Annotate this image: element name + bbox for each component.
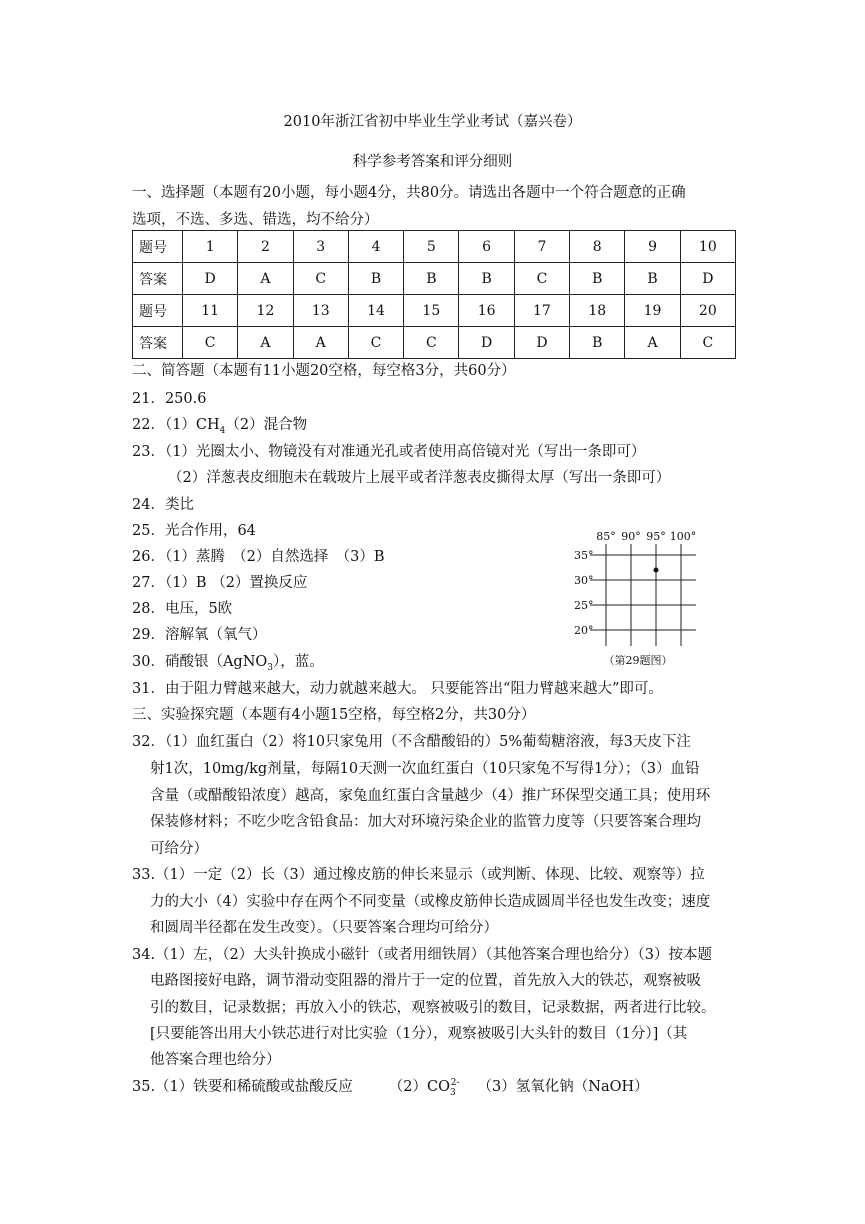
table-cell: 7: [514, 231, 569, 263]
table-row: [133, 327, 736, 359]
section-2-header: 二、简答题（本题有11小题20空格，每空格3分，共60分）: [132, 363, 516, 379]
answer-31: 31．由于阻力臂越来越大，动力就越来越大。 只要能答出“阻力臂越来越大”即可。: [132, 681, 663, 697]
y-tick-label: 20°: [574, 624, 594, 637]
table-cell: 8: [570, 231, 625, 263]
answer-34-line: 引的数目，记录数据；再放入小的铁芯，观察被吸引的数目，记录数据，两者进行比较。: [150, 1000, 716, 1016]
answer-35-part1: 35.（1）铁要和稀硫酸或盐酸反应: [132, 1079, 353, 1095]
answer-26: 26．（1）蒸腾 （2）自然选择 （3）B: [132, 549, 385, 565]
answer-32-line: 32．（1）血红蛋白（2）将10只家兔用（不含醋酸铅的）5%葡萄糖溶液，每3天皮下注: [132, 734, 691, 750]
section-3-header: 三、实验探究题（本题有4小题15空格，每空格2分，共30分）: [132, 707, 536, 723]
page-title: 2010年浙江省初中毕业生学业考试（嘉兴卷）: [283, 114, 582, 130]
table-cell: 16: [459, 295, 514, 327]
table-cell: 19: [625, 295, 680, 327]
table-cell: B: [625, 263, 680, 295]
table-cell: 4: [348, 231, 403, 263]
table-cell: 1: [183, 231, 238, 263]
table-cell: C: [404, 327, 459, 359]
location-point: [654, 568, 659, 573]
row-label: 题号: [133, 295, 183, 327]
page-subtitle: 科学参考答案和评分细则: [352, 154, 513, 170]
table-cell: 3: [293, 231, 348, 263]
table-cell: 12: [238, 295, 293, 327]
answer-30-post: ），蓝。: [273, 654, 324, 670]
table-cell: B: [570, 263, 625, 295]
answer-22-pre: 22．（1）CH: [132, 417, 220, 433]
x-tick-label: 100°: [669, 530, 697, 543]
answer-35: [132, 1075, 649, 1098]
table-cell: 9: [625, 231, 680, 263]
y-tick-label: 35°: [574, 549, 594, 562]
answer-35-superscript: 2-: [450, 1078, 460, 1089]
answer-table: [132, 230, 736, 359]
table-cell: C: [514, 263, 569, 295]
table-cell: D: [514, 327, 569, 359]
figure-29-grid: [568, 528, 708, 670]
answer-32-line: 可给分）: [150, 841, 208, 857]
answer-24: 24．类比: [132, 497, 194, 513]
x-tick-label: 90°: [621, 530, 641, 543]
y-tick-label: 25°: [574, 599, 594, 612]
table-cell: 20: [680, 295, 735, 327]
answer-22-subscript: 4: [219, 425, 226, 436]
answer-25: 25．光合作用，64: [132, 523, 256, 539]
answer-32-line: 含量（或醋酸铅浓度）越高，家兔血红蛋白含量越少（4）推广环保型交通工具；使用环: [150, 788, 711, 804]
x-tick-label: 95°: [646, 530, 666, 543]
section-1-note: 选项，不选、多选、错选，均不给分）: [132, 212, 379, 228]
answer-27: 27．（1）B （2）置换反应: [132, 575, 308, 591]
table-cell: A: [293, 327, 348, 359]
row-label: 答案: [133, 327, 183, 359]
answer-29: 29．溶解氧（氧气）: [132, 627, 267, 643]
answer-33-line: 和圆周半径都在发生改变）。（只要答案合理均可给分）: [150, 920, 498, 936]
table-cell: B: [570, 327, 625, 359]
table-cell: B: [348, 263, 403, 295]
table-cell: C: [293, 263, 348, 295]
table-cell: C: [680, 327, 735, 359]
table-cell: 17: [514, 295, 569, 327]
answer-30-pre: 30．硝酸银（AgNO: [132, 654, 268, 670]
answer-30-subscript: 3: [267, 662, 274, 673]
answer-21: 21．250.6: [132, 391, 207, 407]
table-cell: 6: [459, 231, 514, 263]
answer-23-part2: （2）洋葱表皮细胞未在载玻片上展平或者洋葱表皮撕得太厚（写出一条即可）: [168, 470, 671, 486]
table-cell: 15: [404, 295, 459, 327]
answer-34-line: 他答案合理也给分）: [150, 1052, 281, 1068]
y-tick-label: 30°: [574, 574, 594, 587]
x-tick-label: 85°: [596, 530, 616, 543]
answer-22-post: （2）混合物: [225, 417, 308, 433]
table-cell: D: [459, 327, 514, 359]
table-cell: 10: [680, 231, 735, 263]
table-cell: 2: [238, 231, 293, 263]
answer-32-line: 保装修材料；不吃少吃含铅食品：加大对环境污染企业的监管力度等（只要答案合理均: [150, 814, 701, 830]
answer-35-subscript: 3: [450, 1087, 456, 1098]
table-cell: C: [348, 327, 403, 359]
table-row: [133, 263, 736, 295]
table-cell: A: [238, 327, 293, 359]
table-cell: A: [238, 263, 293, 295]
grid-lines: [590, 544, 696, 646]
answer-34-line: [只要能答出用大小铁芯进行对比实验（1分），观察被吸引大头针的数目（1分）]（其: [150, 1026, 688, 1042]
table-cell: B: [459, 263, 514, 295]
answer-23-part1: 23．（1）光圈太小、物镜没有对准通光孔或者使用高倍镜对光（写出一条即可）: [132, 444, 646, 460]
table-cell: 18: [570, 295, 625, 327]
answer-35-part2: （2）CO: [388, 1079, 451, 1095]
table-cell: B: [404, 263, 459, 295]
table-cell: A: [625, 327, 680, 359]
table-cell: C: [183, 327, 238, 359]
answer-30: [132, 650, 324, 673]
table-cell: D: [183, 263, 238, 295]
answer-28: 28．电压，5欧: [132, 601, 233, 617]
answer-33-line: 33.（1）一定（2）长（3）通过橡皮筋的伸长来显示（或判断、体现、比较、观察等）拉: [132, 867, 705, 883]
row-label: 答案: [133, 263, 183, 295]
table-cell: 13: [293, 295, 348, 327]
answer-22: [132, 413, 307, 436]
table-row: [133, 295, 736, 327]
figure-caption: （第29题图）: [603, 654, 673, 667]
table-cell: 11: [183, 295, 238, 327]
answer-33-line: 力的大小（4）实验中存在两个不同变量（或橡皮筋伸长造成圆周半径也发生改变；速度: [150, 894, 711, 910]
row-label: 题号: [133, 231, 183, 263]
table-cell: D: [680, 263, 735, 295]
table-cell: 5: [404, 231, 459, 263]
answer-32-line: 射1次，10mg/kg剂量，每隔10天测一次血红蛋白（10只家兔不写得1分）；（3）血铅: [150, 761, 700, 777]
section-1-header: 一、选择题（本题有20小题，每小题4分，共80分。请选出各题中一个符合题意的正确: [132, 185, 686, 201]
answer-35-part3: （3）氢氧化钠（NaOH）: [477, 1079, 649, 1095]
answer-34-line: 34.（1）左，（2）大头针换成小磁针（或者用细铁屑）（其他答案合理也给分）（3）按本题: [132, 947, 712, 963]
answer-34-line: 电路图接好电路，调节滑动变阻器的滑片于一定的位置，首先放入大的铁芯，观察被吸: [150, 973, 701, 989]
table-row: [133, 231, 736, 263]
table-cell: 14: [348, 295, 403, 327]
